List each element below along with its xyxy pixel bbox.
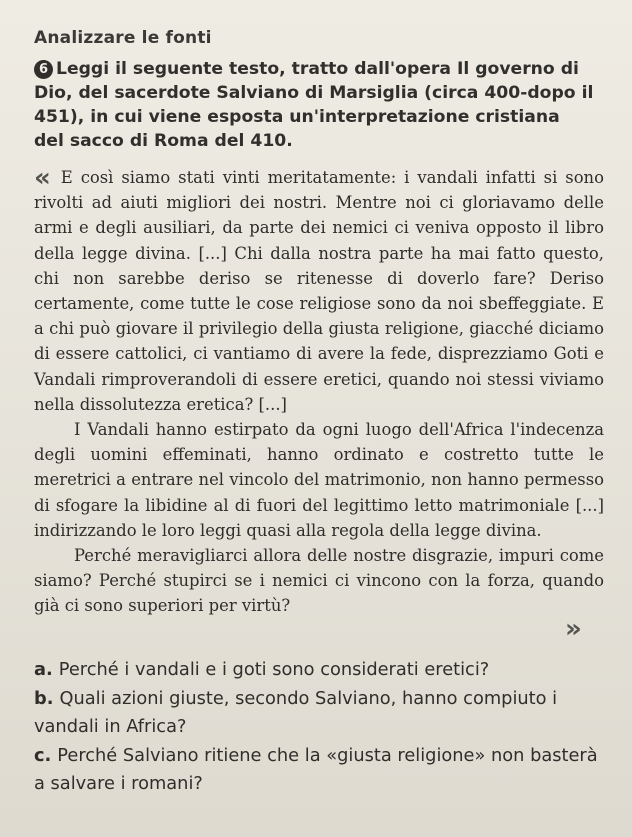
question-c <box>34 742 614 799</box>
question-a-letter: a. <box>34 659 53 680</box>
question-a-text: Perché i vandali e i goti sono considerati eretici? <box>58 659 490 680</box>
quote-paragraph-1 <box>34 165 604 417</box>
question-a <box>34 656 614 685</box>
quote-paragraph-2: I Vandali hanno estirpato da ogni luogo dell'Africa l'indecenza degli uomini effeminati, hanno ordinato e costretto tutte le meretrici a entrare nel vincolo del matrimonio, non hanno permesso di sfogare la libidine al di fuori del legittimo letto matrimoniale [...] indirizzando le loro leggi quasi alla regola della legge divina. <box>34 420 604 540</box>
source-quote <box>34 165 604 619</box>
question-b-text: Quali azioni giuste, secondo Salviano, hanno compiuto i vandali in Africa? <box>34 687 558 738</box>
question-b <box>34 685 614 742</box>
quote-paragraph-1-text: E così siamo stati vinti meritatamente: i vandali infatti si sono rivolti ad aiuti migliori dei nostri. Mentre noi ci gloriavamo delle armi e degli ausiliari, da parte dei nemici ci veniva opposto il libro della legge divina. [...] Chi dalla nostra parte ha mai fatto questo, chi non sarebbe deriso se ritenesse di doverlo fare? Deriso certamente, come tutte le cose religiose sono da noi sbeffeggiate. E a chi può giovare il privilegio della giusta religione, giacché diciamo di essere cattolici, ci vantiamo di avere la fede, disprezziamo Goti e Vandali rimproverandoli di essere eretici, quando noi stessi viviamo nella dissolutezza eretica? [...] <box>34 168 604 414</box>
exercise-instruction: Leggi il seguente testo, tratto dall'opera Il governo di Dio, del sacerdote Salviano di Marsiglia (circa 400-dopo il 451), in cui viene esposta un'interpretazione cristiana del sacco di Roma del 410. <box>34 59 594 151</box>
question-c-letter: c. <box>34 744 52 766</box>
questions-list <box>34 656 614 799</box>
exercise-instruction-block <box>34 57 594 153</box>
question-c-text: Perché Salviano ritiene che la «giusta religione» non basterà a salvare i romani? <box>34 744 598 795</box>
exercise-number-badge: 6 <box>34 60 53 79</box>
close-quote-mark-icon: » <box>565 614 582 644</box>
question-b-letter: b. <box>34 687 54 709</box>
quote-paragraph-3: Perché meravigliarci allora delle nostre disgrazie, impuri come siamo? Perché stupirci se i nemici ci vincono con la forza, quando già ci sono superiori per virtù? <box>34 546 604 616</box>
section-title: Analizzare le fonti <box>34 28 212 48</box>
open-quote-mark-icon: « <box>34 163 51 193</box>
